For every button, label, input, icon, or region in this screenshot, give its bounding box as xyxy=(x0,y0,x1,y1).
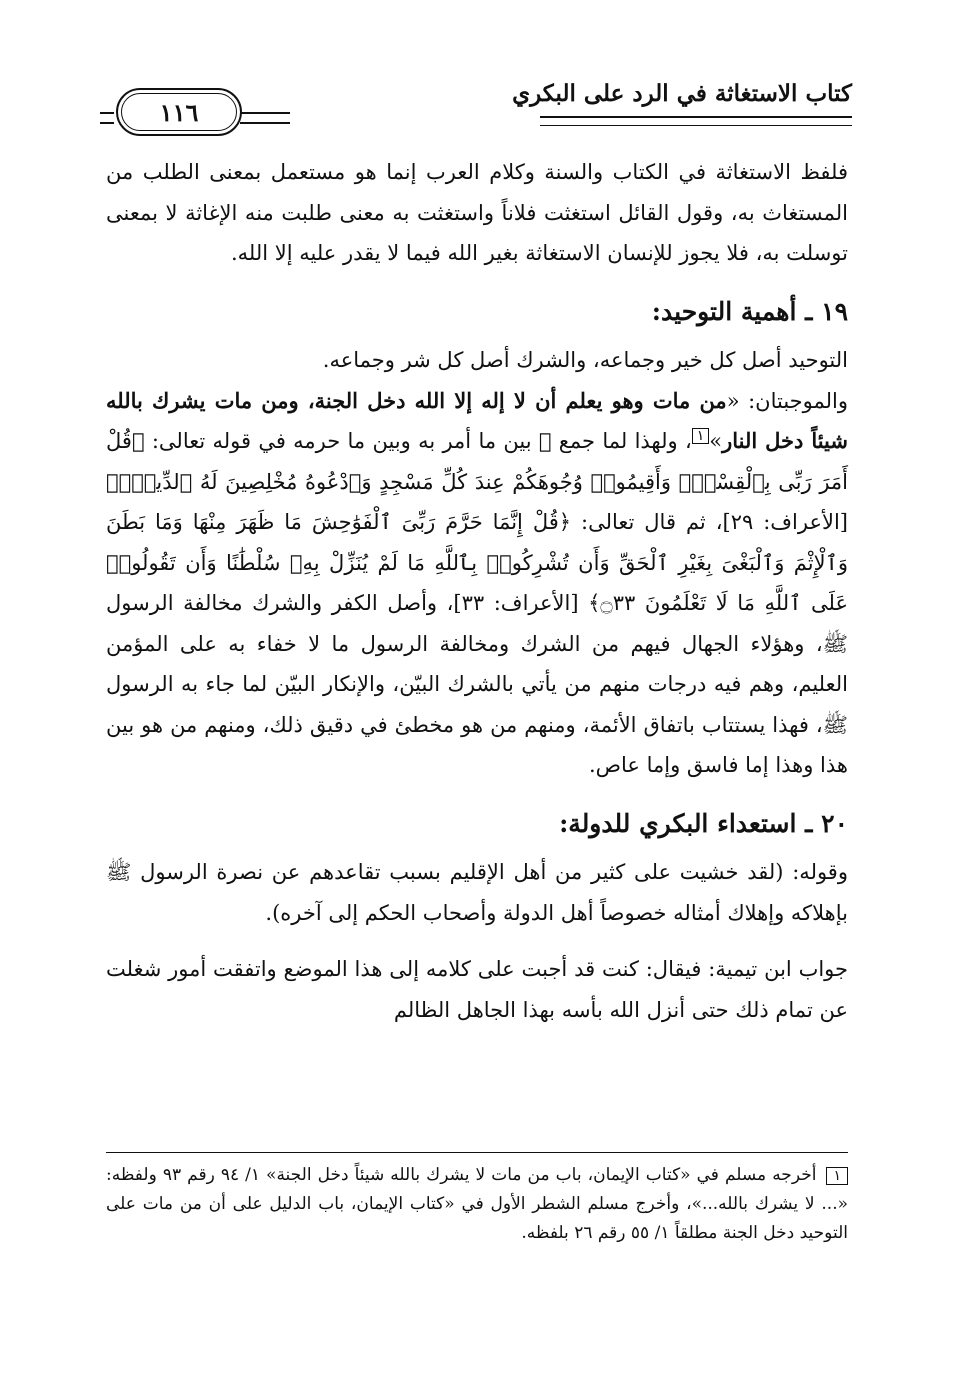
running-title: كتاب الاستغاثة في الرد على البكري xyxy=(512,80,852,107)
hadith-text: من مات وهو يعلم أن لا إله إلا الله دخل الجنة، ومن مات يشرك بالله شيئاً دخل النار xyxy=(106,387,848,453)
page-header xyxy=(100,78,852,134)
paragraph xyxy=(106,381,848,786)
section-heading-19: ١٩ ـ أهمية التوحيد: xyxy=(651,296,848,326)
page-number xyxy=(116,88,242,136)
page-number-text: ١١٦ xyxy=(159,97,199,127)
text-run: والموجبتان: « xyxy=(726,388,848,413)
footnote-text: أخرجه مسلم في «كتاب الإيمان، باب من مات لا يشرك بالله شيئاً دخل الجنة» ١/ ٩٤ رقم ٩٣ ولفظه: «... لا يشرك بالله...»، وأخرج مسلم الشطر الأول في «كتاب الإيمان، باب الدليل على أن من مات على التوحيد دخل الجنة مطلقاً ١/ ٥٥ رقم ٢٦ بلفظه. xyxy=(106,1165,848,1243)
header-rule xyxy=(540,116,852,126)
spacer xyxy=(106,933,848,949)
text-run: ، ولهذا لما جمع ﷺ بين ما أمر به وبين ما حرمه في قوله تعالى: ﴿قُلْ أَمَرَ رَبِّى بِٱلْقِسْطِۖ وَأَقِيمُوا۟ وُجُوهَكُمْ عِندَ كُلِّ مَسْجِدٍ وَٱدْعُوهُ مُخْلِصِينَ لَهُ ٱلدِّينَۚ﴾ [الأعراف: ٢٩]، ثم قال تعالى: ﴿قُلْ إِنَّمَا حَرَّمَ رَبِّىَ ٱلْفَوَٰحِشَ مَا ظَهَرَ مِنْهَا وَمَا بَطَنَ وَٱلْإِثْمَ وَٱلْبَغْىَ بِغَيْرِ ٱلْحَقِّ وَأَن تُشْرِكُوا۟ بِٱللَّهِ مَا لَمْ يُنَزِّلْ بِهِۦ سُلْطَٰنًا وَأَن تَقُولُوا۟ عَلَى ٱللَّهِ مَا لَا تَعْلَمُونَ ۝٣٣﴾ [الأعراف: ٣٣]، وأصل الكفر والشرك مخالفة الرسول ﷺ، وهؤلاء الجهال فيهم من الشرك ومخالفة الرسول ما لا خفاء به على المؤمن العليم، وهم فيه درجات منهم من يأتي بالشرك البيّن، والإنكار البيّن لما جاء به الرسول ﷺ، فهذا يستتاب باتفاق الأئمة، ومنهم من هو مخطئ في دقيق ذلك، ومنهم من هو بين هذا وهذا إما فاسق وإما عاص. xyxy=(106,429,848,777)
header-rule-mid xyxy=(240,112,290,124)
paragraph: وقوله: (لقد خشيت على كثير من أهل الإقليم بسبب تقاعدهم عن نصرة الرسول ﷺ بإهلاكه وإهلاك أمثاله خصوصاً أهل الدولة وأصحاب الحكم إلى آخره). xyxy=(106,860,848,925)
footnote-reference[interactable]: ١ xyxy=(692,428,710,444)
footnote-number: ١ xyxy=(826,1167,848,1185)
footnotes xyxy=(106,1152,848,1248)
text-run: » xyxy=(709,429,723,453)
section-heading-20: ٢٠ ـ استعداء البكري للدولة: xyxy=(559,808,848,838)
paragraph: فلفظ الاستغاثة في الكتاب والسنة وكلام العرب إنما هو مستعمل بمعنى الطلب من المستغاث به، وقول القائل استغثت فلاناً واستغثت به معنى طلبت منه الإغاثة لا بمعنى توسلت به، فلا يجوز للإنسان الاستغاثة بغير الله فيما لا يقدر عليه إلا الله. xyxy=(106,160,848,265)
paragraph: جواب ابن تيمية: فيقال: كنت قد أجبت على كلامه إلى هذا الموضع واتفقت أمور شغلت عن تمام ذلك حتى أنزل الله بأسه بهذا الجاهل الظالم xyxy=(106,957,848,1022)
paragraph: التوحيد أصل كل خير وجماعه، والشرك أصل كل شر وجماعه. xyxy=(322,348,848,372)
header-rule-left xyxy=(100,112,114,124)
main-text xyxy=(106,152,848,1030)
